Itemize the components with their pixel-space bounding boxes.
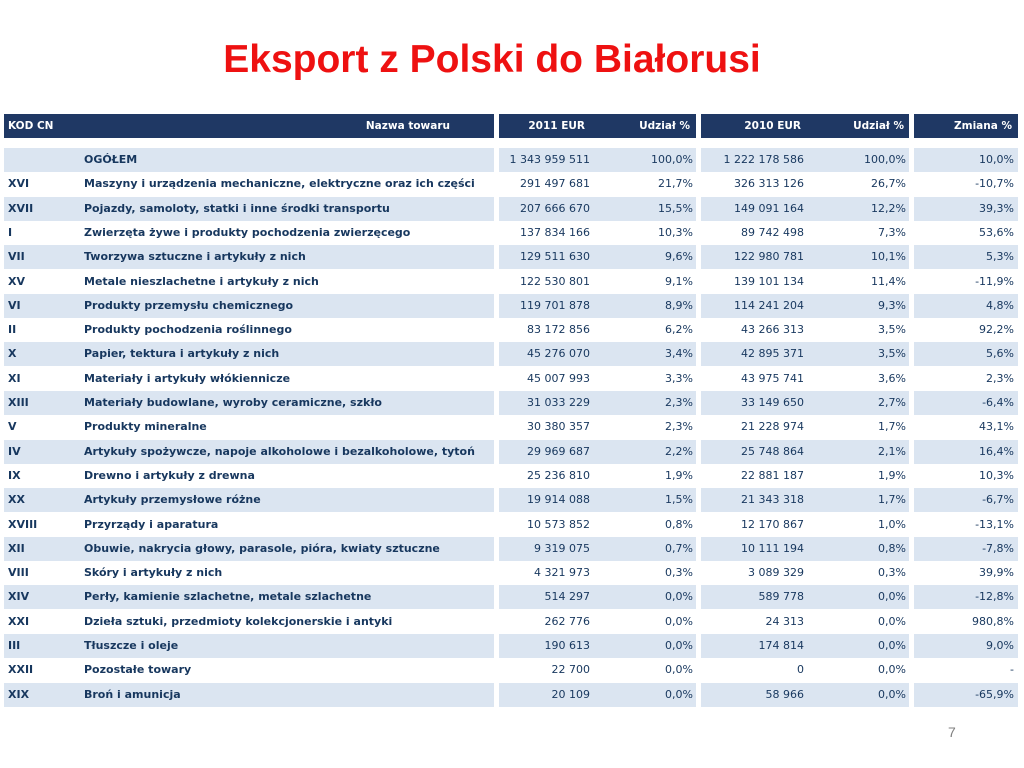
row-change: 16,4%	[979, 444, 1014, 458]
table-row	[0, 561, 1024, 585]
header-change: Zmiana %	[954, 120, 1012, 132]
row-share-2010: 0,0%	[878, 663, 906, 677]
row-value-2010: 3 089 329	[748, 566, 804, 580]
row-name: Artykuły przemysłowe różne	[84, 493, 261, 507]
row-share-2010: 0,0%	[878, 687, 906, 701]
row-change: 53,6%	[979, 225, 1014, 239]
row-share-2010: 11,4%	[871, 274, 906, 288]
table-row	[0, 658, 1024, 682]
row-value-2011: 45 007 993	[527, 371, 590, 385]
row-share-2010: 9,3%	[878, 298, 906, 312]
row-value-2011: 19 914 088	[527, 493, 590, 507]
row-value-2011: 29 969 687	[527, 444, 590, 458]
table-row	[0, 634, 1024, 658]
row-change: 10,3%	[979, 468, 1014, 482]
row-share-2010: 2,1%	[878, 444, 906, 458]
row-share-2010: 2,7%	[878, 396, 906, 409]
row-value-2011: 30 380 357	[527, 420, 590, 434]
row-name: Obuwie, nakrycia głowy, parasole, pióra, kwiaty sztuczne	[84, 541, 440, 555]
row-code: XVII	[8, 201, 34, 215]
row-value-2011: 207 666 670	[520, 201, 590, 215]
row-change: 92,2%	[979, 323, 1014, 337]
row-change: 39,3%	[979, 201, 1014, 215]
row-value-2011: 83 172 856	[527, 323, 590, 337]
row-share-2010: 26,7%	[871, 177, 906, 191]
row-value-2010: 58 966	[765, 687, 804, 701]
row-share-2010: 1,7%	[878, 420, 906, 434]
row-name: Zwierzęta żywe i produkty pochodzenia zwierzęcego	[84, 225, 411, 239]
row-value-2010: 174 814	[758, 639, 804, 652]
row-code: V	[8, 420, 17, 434]
row-name: Tworzywa sztuczne i artykuły z nich	[84, 250, 306, 264]
row-code: IV	[8, 444, 21, 458]
row-code: XIII	[8, 396, 29, 409]
row-name: Maszyny i urządzenia mechaniczne, elektryczne oraz ich części	[84, 177, 475, 191]
row-name: Broń i amunicja	[84, 687, 181, 701]
row-value-2010: 89 742 498	[741, 225, 804, 239]
row-value-2010: 149 091 164	[734, 201, 804, 215]
row-value-2010: 25 748 864	[741, 444, 804, 458]
table-row	[0, 464, 1024, 488]
row-code: XVIII	[8, 517, 38, 531]
row-share-2011: 21,7%	[658, 177, 693, 191]
row-value-2011: 45 276 070	[527, 347, 590, 361]
row-value-2011: 262 776	[544, 614, 590, 628]
row-value-2010: 326 313 126	[734, 177, 804, 191]
table-row	[0, 610, 1024, 634]
row-change: -12,8%	[975, 590, 1014, 604]
table-row	[0, 148, 1024, 172]
row-name: Produkty mineralne	[84, 420, 207, 434]
row-code: XVI	[8, 177, 30, 191]
row-value-2011: 31 033 229	[527, 396, 590, 409]
row-change: -7,8%	[982, 541, 1014, 555]
row-share-2011: 10,3%	[658, 225, 693, 239]
header-code: KOD CN	[8, 120, 54, 132]
row-change: 2,3%	[986, 371, 1014, 385]
row-name: Produkty przemysłu chemicznego	[84, 298, 294, 312]
row-share-2010: 1,0%	[878, 517, 906, 531]
row-share-2010: 1,9%	[878, 468, 906, 482]
row-value-2010: 24 313	[765, 614, 804, 628]
row-share-2011: 0,0%	[665, 590, 693, 604]
row-code: XI	[8, 371, 21, 385]
table-row	[0, 537, 1024, 561]
row-share-2011: 9,1%	[665, 274, 693, 288]
row-share-2011: 2,3%	[665, 396, 693, 409]
row-share-2011: 0,0%	[665, 663, 693, 677]
row-share-2011: 1,5%	[665, 493, 693, 507]
row-code: XIX	[8, 687, 30, 701]
row-change: -6,4%	[982, 396, 1014, 409]
table-header-row	[0, 114, 1024, 138]
row-code: XXI	[8, 614, 30, 628]
row-code: I	[8, 225, 13, 239]
page-number: 7	[948, 724, 956, 740]
row-share-2010: 0,8%	[878, 541, 906, 555]
row-name: Materiały i artykuły włókiennicze	[84, 371, 291, 385]
row-share-2011: 0,8%	[665, 517, 693, 531]
row-share-2011: 100,0%	[651, 153, 693, 166]
row-name: Skóry i artykuły z nich	[84, 566, 223, 580]
row-change: -11,9%	[975, 274, 1014, 288]
header-value-2011: 2011 EUR	[528, 120, 585, 132]
table-row	[0, 221, 1024, 245]
row-change: 5,6%	[986, 347, 1014, 361]
row-change: -13,1%	[975, 517, 1014, 531]
row-code: XV	[8, 274, 25, 288]
row-share-2011: 1,9%	[665, 468, 693, 482]
header-name: Nazwa towaru	[365, 120, 450, 132]
row-share-2011: 3,4%	[665, 347, 693, 361]
row-name: Metale nieszlachetne i artykuły z nich	[84, 274, 319, 288]
row-share-2011: 9,6%	[665, 250, 693, 264]
row-change: 4,8%	[986, 298, 1014, 312]
row-code: XX	[8, 493, 25, 507]
row-share-2010: 100,0%	[864, 153, 906, 166]
row-change: 5,3%	[986, 250, 1014, 264]
row-value-2010: 122 980 781	[734, 250, 804, 264]
row-share-2010: 3,5%	[878, 347, 906, 361]
row-share-2010: 0,0%	[878, 614, 906, 628]
row-name: Perły, kamienie szlachetne, metale szlachetne	[84, 590, 372, 604]
row-change: 43,1%	[979, 420, 1014, 434]
table-row	[0, 245, 1024, 269]
row-code: IX	[8, 468, 21, 482]
row-name: Materiały budowlane, wyroby ceramiczne, szkło	[84, 396, 382, 409]
row-share-2011: 0,0%	[665, 639, 693, 652]
table-row	[0, 415, 1024, 439]
row-change: 980,8%	[972, 614, 1014, 628]
table-row	[0, 440, 1024, 464]
row-value-2011: 20 109	[551, 687, 590, 701]
row-value-2011: 4 321 973	[534, 566, 590, 580]
row-share-2010: 3,6%	[878, 371, 906, 385]
row-value-2010: 114 241 204	[734, 298, 804, 312]
row-share-2010: 7,3%	[878, 225, 906, 239]
row-code: X	[8, 347, 17, 361]
row-value-2010: 589 778	[758, 590, 804, 604]
table-row	[0, 585, 1024, 609]
row-value-2011: 291 497 681	[520, 177, 590, 191]
table-row	[0, 488, 1024, 512]
row-value-2011: 25 236 810	[527, 468, 590, 482]
row-value-2011: 122 530 801	[520, 274, 590, 288]
row-value-2011: 10 573 852	[527, 517, 590, 531]
row-code: XII	[8, 541, 25, 555]
row-value-2010: 139 101 134	[734, 274, 804, 288]
row-share-2011: 2,3%	[665, 420, 693, 434]
row-share-2011: 2,2%	[665, 444, 693, 458]
row-share-2010: 1,7%	[878, 493, 906, 507]
row-value-2010: 21 228 974	[741, 420, 804, 434]
row-share-2011: 0,7%	[665, 541, 693, 555]
table-row	[0, 683, 1024, 707]
row-change: -	[1010, 663, 1014, 677]
table-row	[0, 513, 1024, 537]
row-value-2011: 514 297	[544, 590, 590, 604]
row-change: 10,0%	[979, 153, 1014, 166]
row-value-2010: 22 881 187	[741, 468, 804, 482]
row-code: VII	[8, 250, 25, 264]
row-value-2011: 190 613	[544, 639, 590, 652]
row-share-2010: 0,0%	[878, 639, 906, 652]
row-value-2010: 0	[797, 663, 804, 677]
row-share-2011: 8,9%	[665, 298, 693, 312]
row-value-2010: 1 222 178 586	[723, 153, 804, 166]
row-value-2010: 43 266 313	[741, 323, 804, 337]
row-change: -65,9%	[975, 687, 1014, 701]
row-share-2011: 0,0%	[665, 614, 693, 628]
row-value-2011: 1 343 959 511	[509, 153, 590, 166]
row-value-2010: 10 111 194	[741, 541, 804, 555]
row-share-2011: 3,3%	[665, 371, 693, 385]
row-share-2010: 3,5%	[878, 323, 906, 337]
table-row	[0, 367, 1024, 391]
row-name: Dzieła sztuki, przedmioty kolekcjonerskie i antyki	[84, 614, 393, 628]
table-row	[0, 270, 1024, 294]
row-name: Pozostałe towary	[84, 663, 192, 677]
row-share-2010: 0,3%	[878, 566, 906, 580]
row-change: -6,7%	[982, 493, 1014, 507]
row-name: Drewno i artykuły z drewna	[84, 468, 255, 482]
row-value-2011: 129 511 630	[520, 250, 590, 264]
row-value-2011: 137 834 166	[520, 225, 590, 239]
row-share-2011: 0,0%	[665, 687, 693, 701]
row-share-2011: 6,2%	[665, 323, 693, 337]
row-code: VI	[8, 298, 21, 312]
table-row	[0, 318, 1024, 342]
row-share-2011: 15,5%	[658, 201, 693, 215]
row-name: OGÓŁEM	[84, 153, 138, 166]
row-name: Artykuły spożywcze, napoje alkoholowe i bezalkoholowe, tytoń	[84, 444, 475, 458]
row-code: III	[8, 639, 21, 652]
row-value-2010: 33 149 650	[741, 396, 804, 409]
row-name: Przyrządy i aparatura	[84, 517, 219, 531]
row-code: VIII	[8, 566, 29, 580]
table-row	[0, 342, 1024, 366]
row-value-2010: 12 170 867	[741, 517, 804, 531]
table-row	[0, 391, 1024, 415]
row-share-2011: 0,3%	[665, 566, 693, 580]
row-code: II	[8, 323, 17, 337]
row-value-2011: 22 700	[551, 663, 590, 677]
row-name: Pojazdy, samoloty, statki i inne środki transportu	[84, 201, 390, 215]
table-row	[0, 197, 1024, 221]
row-change: 9,0%	[986, 639, 1014, 652]
row-value-2010: 42 895 371	[741, 347, 804, 361]
row-value-2011: 9 319 075	[534, 541, 590, 555]
table-row	[0, 294, 1024, 318]
row-change: -10,7%	[975, 177, 1014, 191]
row-code	[8, 148, 78, 172]
header-share-2011: Udział %	[639, 120, 690, 132]
row-share-2010: 12,2%	[871, 201, 906, 215]
row-value-2011: 119 701 878	[520, 298, 590, 312]
row-code: XIV	[8, 590, 30, 604]
row-code: XXII	[8, 663, 34, 677]
row-change: 39,9%	[979, 566, 1014, 580]
row-name: Tłuszcze i oleje	[84, 639, 179, 652]
row-name: Produkty pochodzenia roślinnego	[84, 323, 292, 337]
row-name: Papier, tektura i artykuły z nich	[84, 347, 280, 361]
row-value-2010: 43 975 741	[741, 371, 804, 385]
row-value-2010: 21 343 318	[741, 493, 804, 507]
header-value-2010: 2010 EUR	[744, 120, 801, 132]
table-row	[0, 172, 1024, 196]
slide-title: Eksport z Polski do Białorusi	[223, 38, 761, 81]
row-share-2010: 0,0%	[878, 590, 906, 604]
row-share-2010: 10,1%	[871, 250, 906, 264]
header-share-2010: Udział %	[853, 120, 904, 132]
